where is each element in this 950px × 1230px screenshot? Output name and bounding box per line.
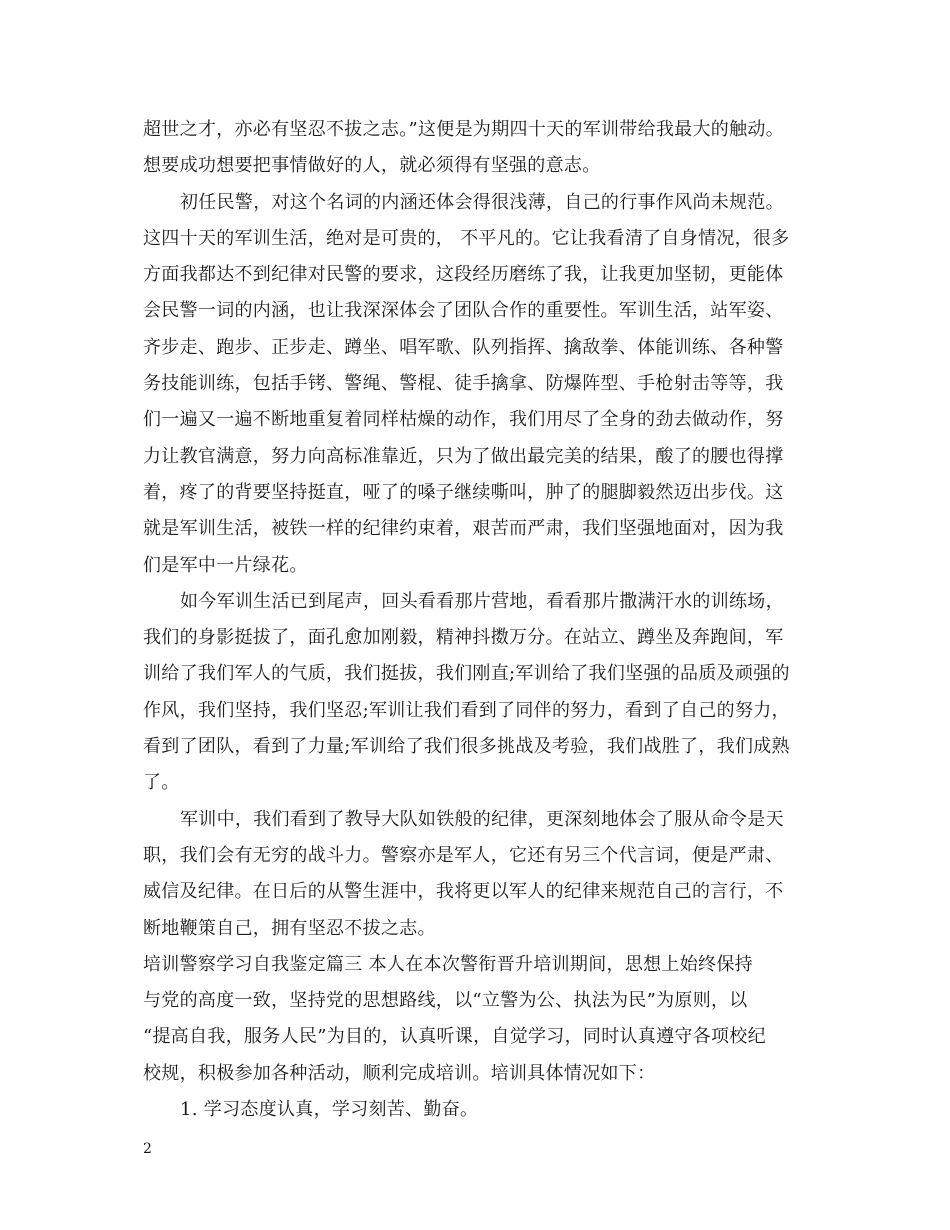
- text-line: 齐步走、跑步、正步走、蹲坐、唱军歌、队列指挥、擒敌拳、体能训练、各种警: [143, 336, 784, 358]
- text-line: 了。: [143, 772, 180, 794]
- text-line: 们一遍又一遍不断地重复着同样枯燥的动作，我们用尽了全身的劲去做动作，努: [143, 409, 784, 431]
- text-line: 超世之才，亦必有坚忍不拔之志。”这便是为期四十天的军训带给我最大的触动。: [143, 119, 784, 140]
- text-line: 军训中，我们看到了教导大队如铁般的纪律，更深刻地体会了服从命令是天: [180, 808, 784, 830]
- text-line: 务技能训练，包括手铐、警绳、警棍、徒手擒拿、防爆阵型、手枪射击等等，我: [143, 373, 784, 395]
- text-line: 我们的身影挺拔了，面孔愈加刚毅，精神抖擞万分。在站立、蹲坐及奔跑间，军: [143, 627, 784, 649]
- text-line: 职，我们会有无穷的战斗力。警察亦是军人，它还有另三个代言词，便是严肃、: [143, 844, 784, 866]
- text-line: 想要成功想要把事情做好的人，就必须得有坚强的意志。: [143, 155, 601, 177]
- text-line: 们是军中一片绿花。: [143, 554, 308, 576]
- text-line: “提高自我，服务人民”为目的，认真听课，自觉学习，同时认真遵守各项校纪: [143, 1026, 766, 1048]
- text-line: 1. 学习态度认真，学习刻苦、勤奋。: [180, 1099, 479, 1121]
- text-line: 会民警一词的内涵，也让我深深体会了团队合作的重要性。军训生活，站军姿、: [143, 300, 784, 322]
- text-line: 威信及纪律。在日后的从警生涯中，我将更以军人的纪律来规范自己的言行，不: [143, 881, 784, 903]
- text-line: 训给了我们军人的气质，我们挺拔，我们刚直;军训给了我们坚强的品质及顽强的: [143, 663, 790, 685]
- text-line: 如今军训生活已到尾声，回头看看那片营地，看看那片撒满汗水的训练场，: [180, 590, 784, 612]
- text-line: 看到了团队，看到了力量;军训给了我们很多挑战及考验，我们战胜了，我们成熟: [143, 736, 790, 758]
- text-line: 力让教官满意，努力向高标准靠近，只为了做出最完美的结果，酸了的腰也得撑: [143, 445, 784, 467]
- text-line: 着，疼了的背要坚持挺直，哑了的嗓子继续嘶叫，肿了的腿脚毅然迈出步伐。这: [143, 481, 784, 503]
- text-line: 这四十天的军训生活，绝对是可贵的， 不平凡的。它让我看清了自身情况，很多: [143, 227, 790, 249]
- text-line: 就是军训生活，被铁一样的纪律约束着，艰苦而严肃，我们坚强地面对，因为我: [143, 518, 784, 540]
- text-line: 断地鞭策自己，拥有坚忍不拔之志。: [143, 917, 436, 939]
- page-number: 2: [143, 1141, 152, 1157]
- text-line: 方面我都达不到纪律对民警的要求，这段经历磨练了我，让我更加坚韧，更能体: [143, 264, 784, 286]
- text-line: 校规，积极参加各种活动，顺利完成培训。培训具体情况如下：: [143, 1062, 656, 1084]
- text-line: 与党的高度一致，坚持党的思想路线，以“立警为公、执法为民”为原则，以: [143, 990, 748, 1012]
- text-line: 作风，我们坚持，我们坚忍;军训让我们看到了同伴的努力，看到了自己的努力，: [143, 699, 790, 721]
- text-line: 培训警察学习自我鉴定篇三 本人在本次警衔晋升培训期间，思想上始终保持: [143, 953, 753, 975]
- text-line: 初任民警，对这个名词的内涵还体会得很浅薄，自己的行事作风尚未规范。: [180, 191, 784, 213]
- document-body: [143, 112, 823, 1128]
